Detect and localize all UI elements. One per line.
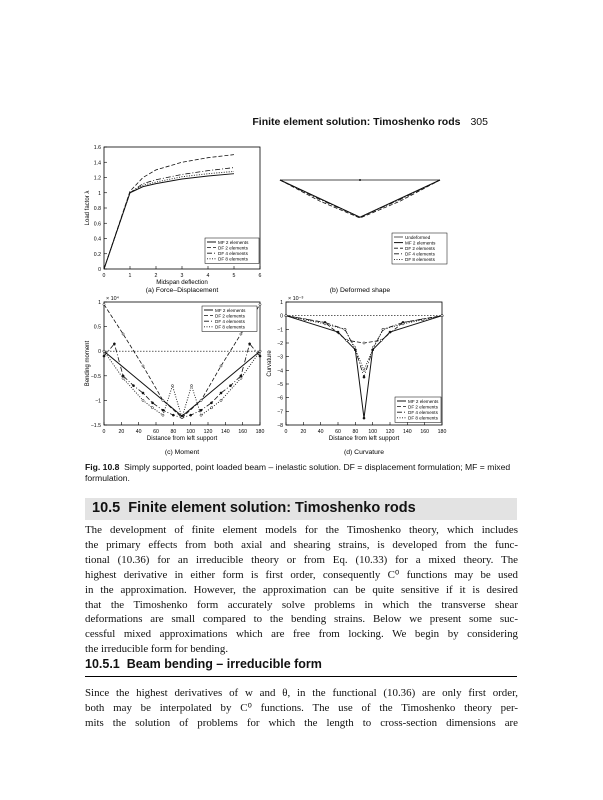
panel-caption: (b) Deformed shape xyxy=(329,287,391,294)
data-point xyxy=(210,402,212,404)
x-tick-label: 80 xyxy=(352,429,359,435)
series-line-df-4-elements xyxy=(286,316,442,378)
chart-curvature xyxy=(255,290,455,458)
data-point xyxy=(324,323,326,325)
text-line: tional (10.36) for an irreducible theory or from Eq. (10.33) for a mixed theory. The xyxy=(85,553,518,566)
chart-deformed-shape xyxy=(270,140,450,298)
text-line: the primary effects from both axial and shearing strains, is developed from the func- xyxy=(85,538,518,551)
text-line: cessful mixed approximations which are free from locking. We begin by considering xyxy=(85,628,518,641)
deformed-line-mf-2-elements xyxy=(280,180,440,217)
data-point xyxy=(363,369,365,371)
deformed-line-df-8-elements xyxy=(280,180,440,217)
deformed-line-df-4-elements xyxy=(280,180,440,217)
x-tick-label: 40 xyxy=(135,429,142,435)
x-tick-label: 20 xyxy=(118,429,125,435)
data-point xyxy=(363,417,365,419)
x-tick-label: 2 xyxy=(154,273,158,279)
y-tick-label: 1 xyxy=(280,300,283,306)
legend-entry: DF 4 elements xyxy=(408,410,438,415)
figure-caption xyxy=(85,462,525,484)
y-tick-label: −5 xyxy=(277,382,283,388)
running-header-title: Finite element solution: Timoshenko rods xyxy=(252,116,461,128)
data-point xyxy=(172,414,174,416)
text-line: highest derivative in either form is first order, consequently C⁰ functions may be used xyxy=(85,568,518,581)
y-tick-label: 1.2 xyxy=(93,175,101,182)
data-point xyxy=(171,385,173,387)
midspan-point xyxy=(359,179,361,181)
data-point xyxy=(162,399,164,401)
legend-entry: DF 2 elements xyxy=(405,246,435,251)
legend-entry: DF 2 elements xyxy=(408,404,438,410)
x-tick-label: 100 xyxy=(186,429,195,435)
data-point xyxy=(142,399,144,401)
x-tick-label: 160 xyxy=(238,429,247,435)
subsection-number: 10.5.1 xyxy=(85,657,120,671)
x-tick-label: 140 xyxy=(403,429,412,435)
data-point xyxy=(210,407,212,409)
section-heading xyxy=(92,500,416,516)
data-point xyxy=(240,333,242,335)
data-point xyxy=(422,319,424,321)
x-axis-label: Midspan deflection xyxy=(156,279,208,286)
y-tick-label: 1.4 xyxy=(93,160,101,167)
data-point xyxy=(402,323,404,325)
legend-entry: DF 8 elements xyxy=(215,324,245,330)
data-point xyxy=(151,402,153,404)
x-tick-label: 60 xyxy=(153,429,159,435)
y-tick-label: −1 xyxy=(277,327,283,334)
chart-moment xyxy=(70,290,280,458)
data-point xyxy=(304,319,306,321)
legend-entry: DF 4 elements xyxy=(218,251,248,256)
text-line: in the approximation. However, the approximation can be quite sensitive if it is desired xyxy=(85,583,518,596)
chart-force-displacement xyxy=(70,140,280,298)
x-tick-label: 180 xyxy=(437,429,447,435)
data-point xyxy=(220,392,222,394)
text-line: that the Timoshenko form accurately solve problems in which the transverse shear xyxy=(85,598,518,611)
page-number: 305 xyxy=(470,116,488,128)
y-axis-label: Bending moment xyxy=(85,340,91,387)
legend-entry: Undeformed xyxy=(405,234,431,240)
text-line: both may be interpolated by C⁰ functions. The use of the Timoshenko theory per- xyxy=(85,701,518,714)
data-point xyxy=(113,343,115,345)
data-point xyxy=(190,385,192,387)
legend-entry: DF 4 elements xyxy=(215,319,245,324)
axis-exponent: × 10⁻³ xyxy=(288,296,304,302)
y-tick-label: 0 xyxy=(98,349,101,356)
data-point xyxy=(249,343,251,345)
figure-caption-text: Simply supported, point loaded beam – inelastic solution. DF = displacement formulation; MF = mixed formulation. xyxy=(85,462,511,483)
axis-exponent: × 10⁴ xyxy=(106,296,119,302)
y-tick-label: 0.6 xyxy=(93,221,101,228)
data-point xyxy=(200,414,202,416)
y-tick-label: 0.2 xyxy=(93,251,101,258)
x-axis-label: Distance from left support xyxy=(328,435,400,442)
series-line-df-8-elements xyxy=(104,351,260,417)
x-tick-label: 120 xyxy=(385,429,395,435)
data-point xyxy=(162,409,164,411)
data-point xyxy=(380,339,382,341)
text-line: Since the highest derivatives of w and θ, in the functional (10.36) are only first order, xyxy=(85,687,518,699)
x-tick-label: 0 xyxy=(102,429,106,435)
x-tick-label: 0 xyxy=(102,273,106,279)
y-tick-label: 0.8 xyxy=(93,206,101,212)
data-point xyxy=(200,409,202,411)
subsection-paragraph xyxy=(85,686,518,731)
data-point xyxy=(162,414,164,416)
y-tick-label: −6 xyxy=(277,395,283,402)
data-point xyxy=(103,303,105,305)
subsection-rule xyxy=(85,676,517,677)
data-point xyxy=(132,385,134,387)
legend-entry: MF 2 elements xyxy=(405,240,436,246)
data-point xyxy=(200,399,202,401)
legend-entry: MF 2 elements xyxy=(408,398,439,404)
y-tick-label: −4 xyxy=(277,368,283,375)
data-point xyxy=(363,342,365,344)
legend-entry: DF 8 elements xyxy=(218,256,248,262)
x-tick-label: 160 xyxy=(420,429,429,435)
y-tick-label: 0 xyxy=(280,313,283,320)
data-point xyxy=(142,392,144,394)
data-point xyxy=(363,376,365,378)
data-point xyxy=(220,365,222,367)
data-point xyxy=(122,377,124,379)
data-point xyxy=(346,339,348,341)
y-tick-label: −1.5 xyxy=(90,423,101,429)
legend-entry: MF 2 elements xyxy=(218,239,249,245)
text-line: deformations are small compared to the bending strains. Below we present some suc- xyxy=(85,613,518,626)
y-tick-label: 1 xyxy=(98,190,101,197)
deformed-line-df-2-elements xyxy=(280,180,440,218)
x-tick-label: 4 xyxy=(206,273,210,279)
data-point xyxy=(344,328,346,330)
section-number: 10.5 xyxy=(92,500,121,516)
data-point xyxy=(382,328,384,330)
x-tick-label: 120 xyxy=(203,429,213,435)
x-tick-label: 5 xyxy=(232,273,236,279)
y-tick-label: −3 xyxy=(277,354,283,361)
data-point xyxy=(103,355,105,357)
panel-caption: (a) Force–Displacement xyxy=(145,287,219,294)
data-point xyxy=(240,377,242,379)
legend-entry: DF 8 elements xyxy=(405,257,435,263)
x-tick-label: 3 xyxy=(180,273,184,279)
legend-entry: DF 2 elements xyxy=(215,313,245,319)
x-tick-label: 140 xyxy=(221,429,230,435)
data-point xyxy=(122,333,124,335)
series-line-df-4-elements xyxy=(104,344,260,418)
text-line: the irreducible form for bending. xyxy=(85,643,229,656)
y-axis-label: Load factor λ xyxy=(85,190,91,226)
section-paragraph xyxy=(85,523,518,657)
data-point xyxy=(229,385,231,387)
section-title: Finite element solution: Timoshenko rods xyxy=(128,500,416,516)
text-line: The development of finite element models for the Timoshenko theory, which includes xyxy=(85,524,518,536)
data-point xyxy=(220,399,222,401)
panel-caption: (d) Curvature xyxy=(343,449,385,456)
x-tick-label: 40 xyxy=(317,429,324,435)
x-tick-label: 100 xyxy=(368,429,377,435)
y-tick-label: 0.4 xyxy=(93,236,101,243)
y-tick-label: −7 xyxy=(277,409,283,416)
text-line: mits the solution of problems for which the length to cross-section dimensions are xyxy=(85,716,518,729)
y-tick-label: 0.5 xyxy=(93,324,101,331)
y-tick-label: −8 xyxy=(277,423,283,429)
y-axis-label: Curvature xyxy=(267,350,273,377)
x-axis-label: Distance from left support xyxy=(146,435,218,442)
y-tick-label: −0.5 xyxy=(90,373,101,380)
figure-label: Fig. 10.8 xyxy=(85,462,120,472)
running-header xyxy=(252,116,488,128)
data-point xyxy=(353,346,355,348)
y-tick-label: −2 xyxy=(277,341,283,347)
x-tick-label: 20 xyxy=(300,429,307,435)
data-point xyxy=(372,346,374,348)
x-tick-label: 6 xyxy=(258,273,262,279)
x-tick-label: 60 xyxy=(335,429,341,435)
data-point xyxy=(151,407,153,409)
x-tick-label: 80 xyxy=(170,429,177,435)
y-tick-label: 1 xyxy=(98,300,101,306)
data-point xyxy=(285,315,287,317)
x-tick-label: 1 xyxy=(128,273,132,279)
x-tick-label: 180 xyxy=(255,429,265,435)
data-point xyxy=(103,350,105,352)
subsection-title: Beam bending – irreducible form xyxy=(126,657,322,671)
data-point xyxy=(441,315,443,317)
legend-entry: DF 2 elements xyxy=(218,245,248,251)
data-point xyxy=(142,365,144,367)
y-tick-label: 1.6 xyxy=(93,145,101,151)
y-tick-label: 0 xyxy=(98,267,101,273)
legend-entry: DF 4 elements xyxy=(405,251,435,257)
panel-caption: (c) Moment xyxy=(164,449,200,456)
data-point xyxy=(190,414,192,416)
x-tick-label: 0 xyxy=(284,429,288,435)
subsection-heading xyxy=(85,657,322,671)
y-tick-label: −1 xyxy=(95,398,101,405)
data-point xyxy=(181,417,183,419)
data-point xyxy=(122,375,124,377)
legend-entry: DF 8 elements xyxy=(408,415,438,421)
legend-entry: MF 2 elements xyxy=(215,307,246,313)
